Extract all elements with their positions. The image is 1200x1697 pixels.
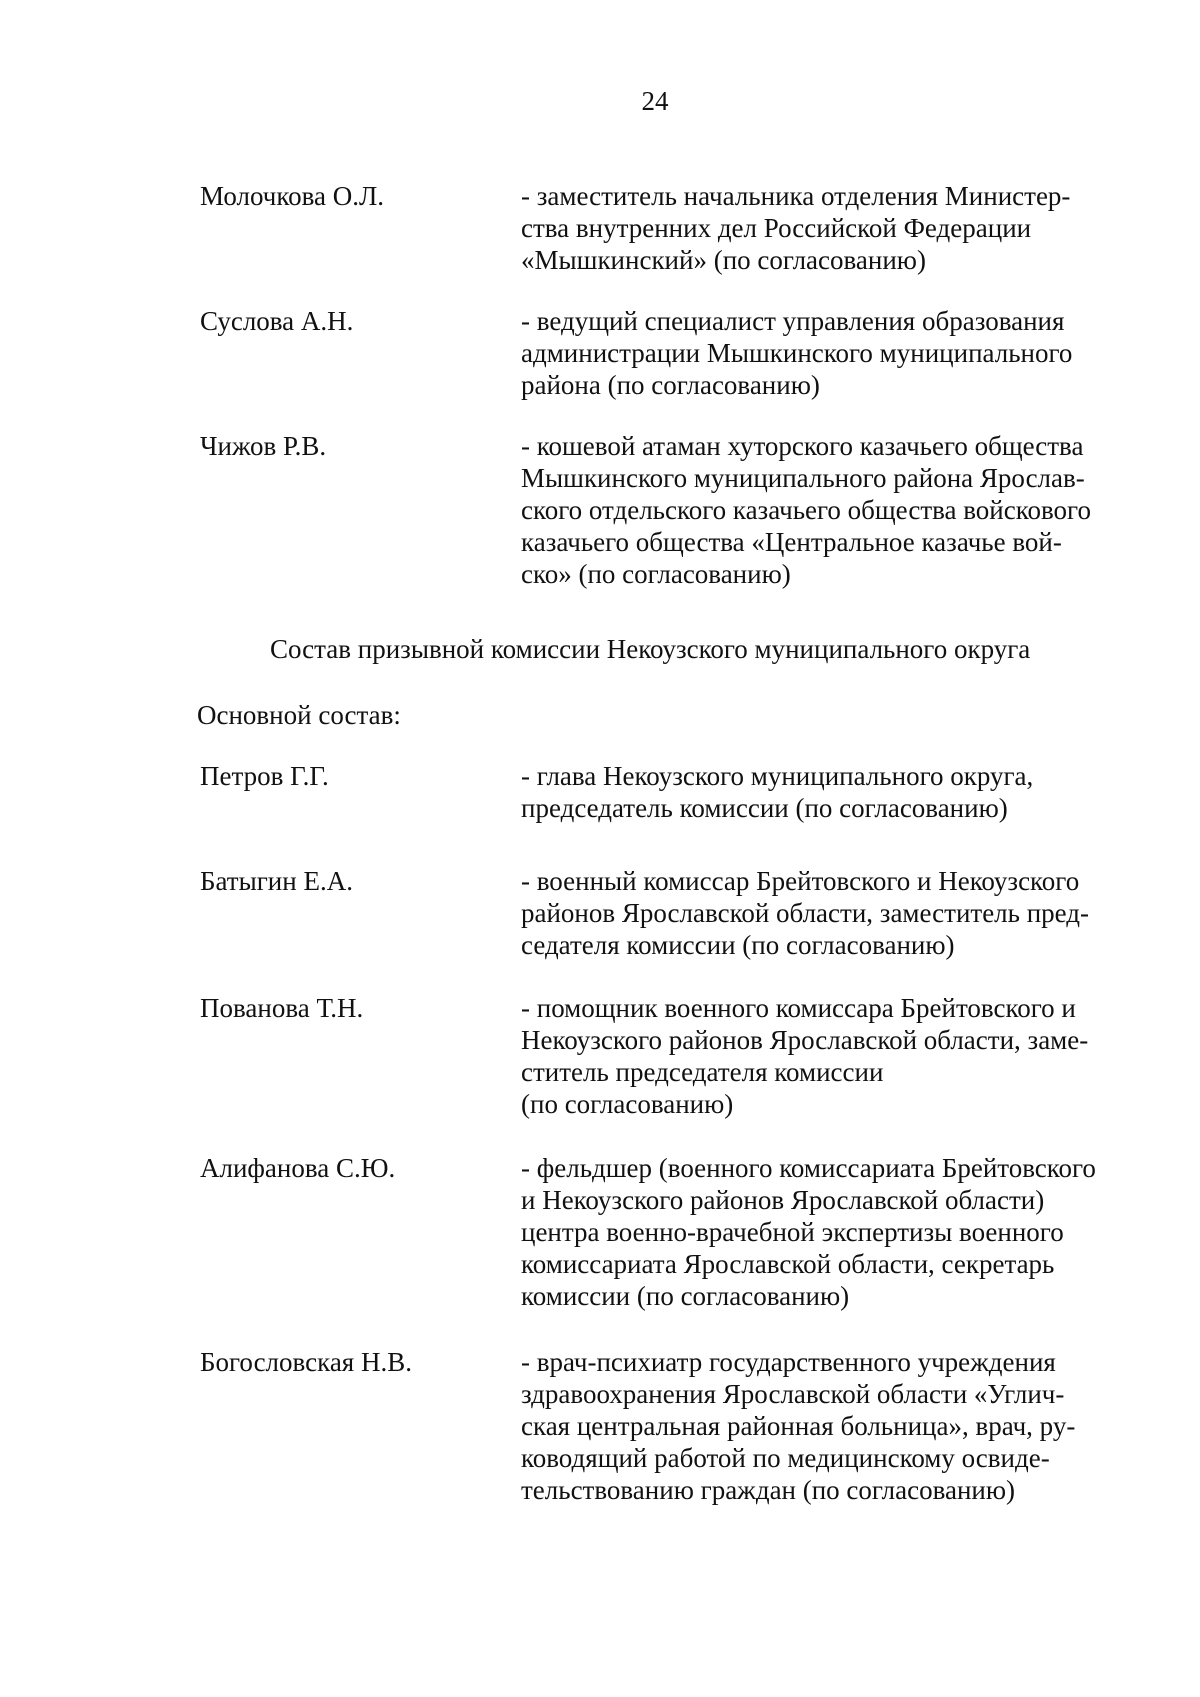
member-role: - заместитель начальника отделения Министер- ства внутренних дел Российской Федерации «Мышкинский» (по согласованию) bbox=[521, 181, 1071, 275]
member-role: - кошевой атаман хуторского казачьего общества Мышкинского муниципального района Ярослав- ского отдельского казачьего общества войскового казачьего общества «Центральное казачье вой- ско» (по согласованию) bbox=[521, 431, 1091, 589]
member-name: Суслова А.Н. bbox=[200, 306, 354, 336]
member-name: Молочкова О.Л. bbox=[200, 181, 385, 211]
member-role: - военный комиссар Брейтовского и Некоузского районов Ярославской области, заместитель пред- седателя комиссии (по согласованию) bbox=[521, 866, 1090, 960]
member-name: Богословская Н.В. bbox=[200, 1347, 412, 1377]
member-name: Петров Г.Г. bbox=[200, 761, 329, 791]
member-name: Пованова Т.Н. bbox=[200, 993, 364, 1023]
member-role: - глава Некоузского муниципального округа, председатель комиссии (по согласованию) bbox=[521, 761, 1034, 823]
page-number: 24 bbox=[641, 86, 669, 116]
section-title: Состав призывной комиссии Некоузского муниципального округа bbox=[270, 634, 1031, 664]
member-name: Чижов Р.В. bbox=[200, 431, 327, 461]
member-name: Алифанова С.Ю. bbox=[200, 1153, 396, 1183]
member-name: Батыгин Е.А. bbox=[200, 866, 353, 896]
section-subtitle: Основной состав: bbox=[197, 700, 401, 730]
member-role: - ведущий специалист управления образования администрации Мышкинского муниципального района (по согласованию) bbox=[521, 306, 1073, 400]
member-role: - врач-психиатр государственного учреждения здравоохранения Ярославской области «Углич- ская центральная районная больница», врач, ру- ководящий работой по медицинскому освиде- тельствованию граждан (по согласованию) bbox=[521, 1347, 1076, 1505]
member-role: - помощник военного комиссара Брейтовского и Некоузского районов Ярославской области, заме- ститель председателя комиссии (по согласованию) bbox=[521, 993, 1089, 1119]
member-role: - фельдшер (военного комиссариата Брейтовского и Некоузского районов Ярославской области) центра военно-врачебной экспертизы военного комиссариата Ярославской области, секретарь комиссии (по согласованию) bbox=[521, 1153, 1096, 1311]
